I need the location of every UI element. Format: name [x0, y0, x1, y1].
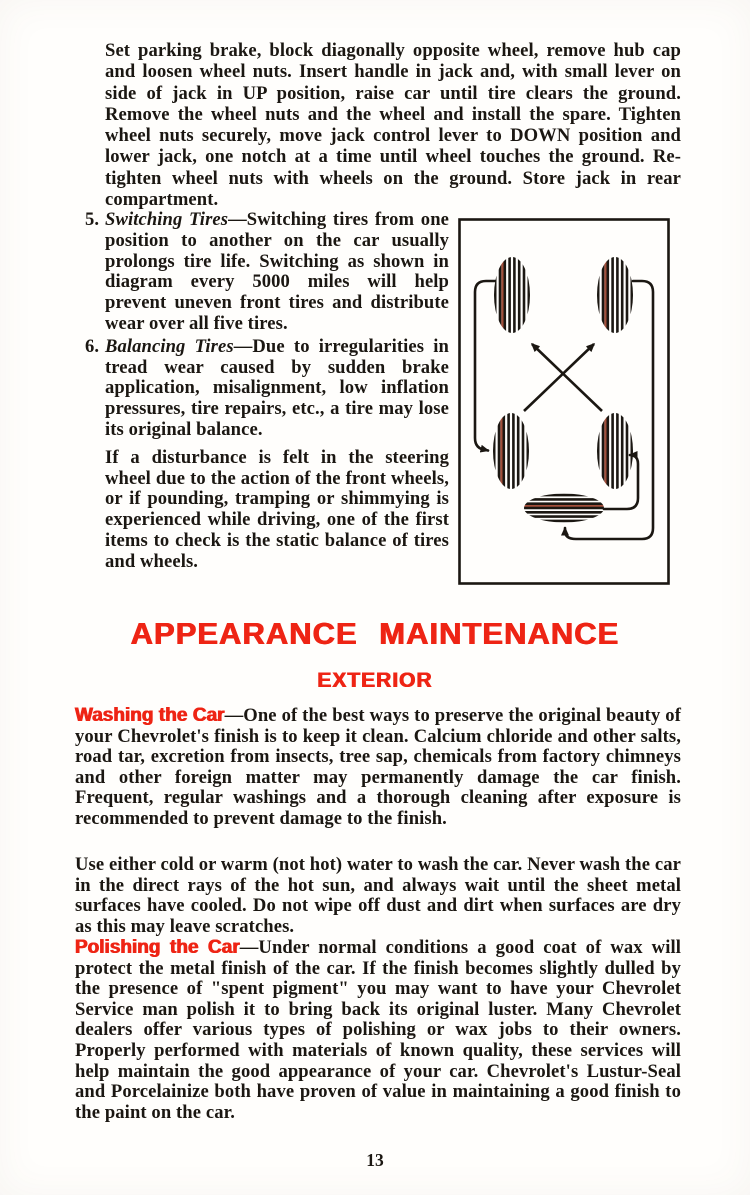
arrow-left-rear-to-right-front [524, 344, 594, 411]
arrow-right-rear-to-left-front [532, 344, 602, 411]
item-lead: Balancing Tires [105, 335, 234, 357]
section-title: APPEARANCE MAINTENANCE [130, 616, 620, 651]
tire-left-front-icon [495, 257, 529, 333]
item-text: —Switching tires from one position to another on the car usually prolongs tire life. Switching as shown in diagram every 5000 miles will help prevent uneven front tires and distribute wear over all five tires. [105, 209, 449, 334]
paragraph-polishing-the-car [75, 938, 681, 1123]
tire-right-rear-icon [598, 413, 632, 489]
paragraph-text: —Under normal conditions a good coat of wax will protect the metal finish of the car. If the finish becomes slightly dulled by the presence of "spent pigment" you may want to have your Chevrolet Service man polish it to bring back its original luster. Many Chevrolet dealers offer various types of polishing or wax jobs to their owners. Properly performed with materials of known quality, these services will help maintain the good appearance of your car. Chevrolet's Lustur-Seal and Porcelainize both have proven of value in maintaining a good finish to the paint on the car. [75, 937, 681, 1123]
paragraph-washing-the-car [75, 706, 681, 830]
page-number: 13 [366, 1150, 384, 1170]
arrow-left-front-to-left-rear [475, 281, 495, 451]
intro-paragraph: Set parking brake, block diagonally opposite wheel, remove hub cap and loosen wheel nuts. Insert handle in jack and, with small lever on side of jack in UP position, raise car until tire clears the ground. Remove the wheel nuts and the wheel and install the spare. Tighten wheel nuts securely, move jack control lever to DOWN position and lower jack, one notch at a time until wheel touches the ground. Re-tighten wheel nuts with wheels on the ground. Store jack in rear compartment. [105, 40, 681, 211]
item-paragraph [75, 210, 449, 335]
item-text: —Due to irregularities in tread wear caused by sudden brake application, misalignment, low inflation pressures, tire repairs, etc., a tire may lose its original balance. [105, 335, 450, 440]
paragraph-text: —One of the best ways to preserve the original beauty of your Chevrolet's finish is to keep it clean. Calcium chloride and other salts, road tar, excretion from insects, tree sap, chemicals from factory chimneys and other foreign matter may permanently damage the car finish. Frequent, regular washings and a thorough cleaning after exposure is recommended to prevent damage to the finish. [75, 705, 681, 829]
list-item-balancing-tires [75, 337, 449, 573]
paragraph-use-either: Use either cold or warm (not hot) water to wash the car. Never wash the car in the direct rays of the hot sun, and always wait until the sheet metal surfaces have cooled. Do not wipe off dust and dirt when surfaces are dry as this may leave scratches. [75, 854, 681, 937]
subsection-title: EXTERIOR [317, 669, 433, 692]
item-lead: Switching Tires [105, 209, 229, 230]
numbered-list [75, 210, 449, 575]
tire-rotation-diagram [458, 218, 670, 585]
item-paragraph [75, 337, 449, 441]
paragraph-lead: Washing the Car [75, 705, 225, 726]
item-number: 5. [85, 209, 100, 230]
tire-right-front-icon [598, 257, 632, 333]
item-paragraph-2: If a disturbance is felt in the steering wheel due to the action of the front wheels, or if pounding, tramping or shimmying is experienced while driving, one of the first items to check is the static balance of tires and wheels. [105, 446, 449, 572]
list-item-switching-tires [75, 210, 449, 335]
paragraph-lead: Polishing the Car [75, 937, 240, 958]
item-number: 6. [85, 335, 100, 357]
tire-spare-icon [524, 495, 604, 521]
tire-left-rear-icon [494, 413, 528, 489]
tire-rotation-svg [458, 218, 670, 585]
